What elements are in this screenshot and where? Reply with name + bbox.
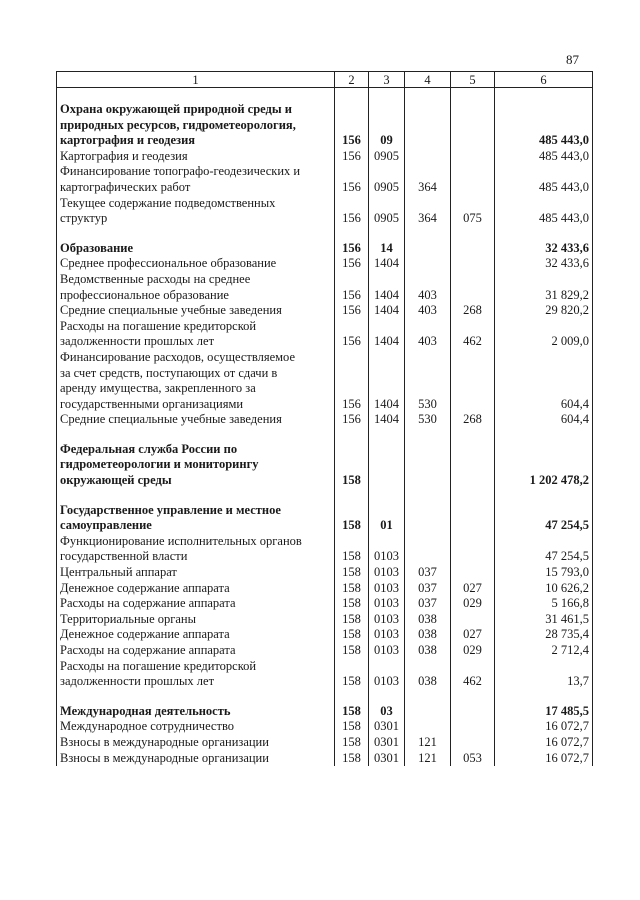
code-main-cell: 156 [335,412,369,428]
amount-cell: 15 793,0 [495,565,593,581]
code-target-cell: 037 [405,596,451,612]
code-main-cell: 158 [335,704,369,720]
code-section-cell: 0103 [369,565,405,581]
column-header: 3 [369,72,405,88]
spacer-cell [451,428,495,442]
spacer-cell [369,227,405,241]
code-expense-cell [451,256,495,272]
table-row [57,412,593,428]
code-expense-cell: 268 [451,412,495,428]
amount-cell: 2 009,0 [495,319,593,350]
row-description [57,256,335,272]
code-main-cell: 156 [335,272,369,303]
code-section-cell: 1404 [369,303,405,319]
amount-cell: 16 072,7 [495,751,593,767]
code-target-cell [405,149,451,165]
row-description [57,149,335,165]
description-line: гидрометеорологии и мониторингу [60,457,259,472]
code-expense-cell [451,149,495,165]
amount-cell: 17 485,5 [495,704,593,720]
spacer-cell [335,428,369,442]
description-line: Взносы в международные организации [60,750,269,765]
spacer-row [57,88,593,103]
description-line: самоуправление [60,518,152,533]
code-main-cell: 158 [335,581,369,597]
code-section-cell: 1404 [369,412,405,428]
description-line: Расходы на содержание аппарата [60,643,236,657]
code-main-cell: 158 [335,442,369,489]
table-row [57,735,593,751]
description-line: Расходы на погашение кредиторской [60,658,257,673]
code-main-cell: 156 [335,149,369,165]
spacer-cell [57,88,335,103]
row-description [57,503,335,534]
code-main-cell: 156 [335,350,369,412]
row-description [57,319,335,350]
row-description [57,565,335,581]
code-section-cell: 0905 [369,164,405,195]
code-target-cell [405,503,451,534]
code-section-cell: 01 [369,503,405,534]
code-target-cell: 037 [405,581,451,597]
table-row [57,164,593,195]
code-expense-cell [451,164,495,195]
code-target-cell [405,442,451,489]
description-line: окружающей среды [60,473,172,488]
column-header: 2 [335,72,369,88]
code-target-cell [405,241,451,257]
table-row [57,612,593,628]
table-row [57,534,593,565]
row-description [57,102,335,149]
code-target-cell: 038 [405,643,451,659]
code-main-cell: 158 [335,719,369,735]
code-target-cell [405,102,451,149]
code-expense-cell: 075 [451,196,495,227]
description-line: государственными организациями [60,396,244,411]
table-row [57,319,593,350]
code-target-cell: 403 [405,272,451,303]
amount-cell: 485 443,0 [495,196,593,227]
code-section-cell: 0103 [369,659,405,690]
table-body [57,88,593,767]
description-line: Финансирование топографо-геодезических и [60,164,301,179]
code-main-cell: 156 [335,303,369,319]
description-line: Центральный аппарат [60,565,177,580]
table-row [57,719,593,735]
spacer-row [57,489,593,503]
table-row [57,149,593,165]
code-main-cell: 158 [335,565,369,581]
description-line: Расходы на содержание аппарата [60,596,236,611]
code-main-cell: 158 [335,735,369,751]
code-section-cell: 0301 [369,751,405,767]
description-line: структур [60,211,108,226]
code-main-cell: 156 [335,164,369,195]
page-number: 87 [566,52,579,67]
table-row [57,272,593,303]
code-section-cell: 0301 [369,735,405,751]
amount-cell: 13,7 [495,659,593,690]
code-target-cell [405,534,451,565]
code-main-cell: 156 [335,319,369,350]
row-description [57,659,335,690]
row-description [57,350,335,412]
row-description [57,534,335,565]
spacer-cell [451,489,495,503]
description-line: профессиональное образование [60,287,229,302]
column-header: 4 [405,72,451,88]
table-row [57,303,593,319]
row-description [57,596,335,612]
table-row [57,596,593,612]
row-description [57,241,335,257]
code-expense-cell: 027 [451,581,495,597]
code-target-cell: 530 [405,350,451,412]
code-expense-cell [451,503,495,534]
amount-cell: 2 712,4 [495,643,593,659]
code-target-cell: 403 [405,319,451,350]
row-description [57,719,335,735]
description-line: Взносы в международные организации [60,734,269,749]
spacer-cell [451,690,495,704]
spacer-cell [335,489,369,503]
section-row [57,503,593,534]
code-expense-cell: 268 [451,303,495,319]
code-target-cell: 403 [405,303,451,319]
description-line: за счет средств, поступающих от сдачи в [60,365,278,380]
code-expense-cell: 029 [451,643,495,659]
spacer-cell [405,88,451,103]
section-row [57,102,593,149]
description-line: государственной власти [60,549,188,564]
amount-cell: 16 072,7 [495,719,593,735]
description-line: Денежное содержание аппарата [60,580,230,595]
row-description [57,643,335,659]
description-line: Денежное содержание аппарата [60,627,230,642]
code-target-cell: 038 [405,627,451,643]
spacer-cell [369,88,405,103]
code-expense-cell: 462 [451,659,495,690]
code-expense-cell [451,241,495,257]
code-expense-cell: 053 [451,751,495,767]
code-section-cell: 09 [369,102,405,149]
spacer-cell [335,88,369,103]
code-expense-cell [451,534,495,565]
code-target-cell: 038 [405,612,451,628]
code-target-cell [405,719,451,735]
amount-cell: 29 820,2 [495,303,593,319]
description-line: картографических работ [60,179,191,194]
section-row [57,704,593,720]
spacer-cell [495,428,593,442]
table-row [57,350,593,412]
amount-cell: 485 443,0 [495,149,593,165]
code-expense-cell [451,612,495,628]
description-line: картография и геодезия [60,133,196,148]
row-description [57,303,335,319]
code-section-cell [369,442,405,489]
code-section-cell: 1404 [369,350,405,412]
section-row [57,442,593,489]
code-expense-cell: 027 [451,627,495,643]
code-expense-cell [451,719,495,735]
description-line: Средние специальные учебные заведения [60,412,282,427]
spacer-row [57,690,593,704]
description-line: Образование [60,240,134,255]
code-section-cell: 0905 [369,196,405,227]
code-section-cell: 0103 [369,596,405,612]
description-line: задолженности прошлых лет [60,674,215,689]
table-row [57,256,593,272]
code-section-cell: 0301 [369,719,405,735]
description-line: Функционирование исполнительных органов [60,533,302,548]
code-main-cell: 156 [335,196,369,227]
code-section-cell: 14 [369,241,405,257]
code-target-cell [405,704,451,720]
code-main-cell: 158 [335,596,369,612]
code-main-cell: 156 [335,102,369,149]
amount-cell: 28 735,4 [495,627,593,643]
amount-cell: 5 166,8 [495,596,593,612]
table-row [57,565,593,581]
description-line: Государственное управление и местное [60,502,281,517]
code-target-cell: 121 [405,751,451,767]
spacer-cell [405,428,451,442]
description-line: Ведомственные расходы на среднее [60,271,251,286]
amount-cell: 32 433,6 [495,256,593,272]
spacer-cell [495,489,593,503]
code-main-cell: 158 [335,534,369,565]
amount-cell: 485 443,0 [495,164,593,195]
code-section-cell: 1404 [369,256,405,272]
table-row [57,627,593,643]
spacer-cell [369,428,405,442]
spacer-cell [495,227,593,241]
code-section-cell: 0103 [369,627,405,643]
table-header-row [57,72,593,88]
spacer-cell [57,690,335,704]
row-description [57,412,335,428]
code-target-cell: 121 [405,735,451,751]
code-target-cell: 037 [405,565,451,581]
code-main-cell: 158 [335,503,369,534]
code-section-cell: 0103 [369,643,405,659]
code-section-cell: 03 [369,704,405,720]
code-main-cell: 156 [335,256,369,272]
code-section-cell: 1404 [369,319,405,350]
code-section-cell: 0905 [369,149,405,165]
code-section-cell: 0103 [369,534,405,565]
amount-cell: 47 254,5 [495,534,593,565]
spacer-cell [57,428,335,442]
description-line: Расходы на погашение кредиторской [60,318,257,333]
spacer-cell [405,227,451,241]
description-line: Охрана окружающей природной среды и [60,102,292,116]
code-section-cell: 1404 [369,272,405,303]
code-target-cell: 530 [405,412,451,428]
spacer-cell [495,88,593,103]
table-row [57,659,593,690]
spacer-row [57,227,593,241]
spacer-cell [335,690,369,704]
description-line: Федеральная служба России по [60,441,238,456]
code-expense-cell: 029 [451,596,495,612]
code-main-cell: 158 [335,627,369,643]
spacer-cell [57,227,335,241]
description-line: Средние специальные учебные заведения [60,303,282,318]
code-section-cell: 0103 [369,581,405,597]
description-line: Территориальные органы [60,611,197,626]
code-section-cell: 0103 [369,612,405,628]
spacer-cell [405,690,451,704]
spacer-cell [335,227,369,241]
description-line: задолженности прошлых лет [60,334,215,349]
row-description [57,612,335,628]
amount-cell: 31 829,2 [495,272,593,303]
code-target-cell: 364 [405,164,451,195]
code-main-cell: 158 [335,659,369,690]
code-main-cell: 158 [335,751,369,767]
row-description [57,442,335,489]
table-row [57,581,593,597]
description-line: Текущее содержание подведомственных [60,195,276,210]
column-header: 1 [57,72,335,88]
code-target-cell: 038 [405,659,451,690]
amount-cell: 604,4 [495,412,593,428]
code-expense-cell [451,565,495,581]
spacer-cell [369,489,405,503]
code-expense-cell [451,442,495,489]
spacer-cell [451,227,495,241]
row-description [57,581,335,597]
column-header: 6 [495,72,593,88]
amount-cell: 1 202 478,2 [495,442,593,489]
code-expense-cell: 462 [451,319,495,350]
spacer-cell [369,690,405,704]
spacer-cell [451,88,495,103]
code-expense-cell [451,272,495,303]
column-header: 5 [451,72,495,88]
code-main-cell: 158 [335,643,369,659]
amount-cell: 604,4 [495,350,593,412]
code-target-cell [405,256,451,272]
description-line: аренду имущества, закрепленного за [60,381,256,396]
row-description [57,196,335,227]
amount-cell: 485 443,0 [495,102,593,149]
description-line: Картография и геодезия [60,148,188,163]
budget-table [56,71,593,766]
row-description [57,272,335,303]
code-target-cell: 364 [405,196,451,227]
code-expense-cell [451,350,495,412]
description-line: природных ресурсов, гидрометеорология, [60,117,296,132]
description-line: Международная деятельность [60,703,231,718]
spacer-cell [495,690,593,704]
description-line: Международное сотрудничество [60,719,235,734]
amount-cell: 16 072,7 [495,735,593,751]
section-row [57,241,593,257]
code-main-cell: 156 [335,241,369,257]
row-description [57,704,335,720]
spacer-row [57,428,593,442]
description-line: Среднее профессиональное образование [60,256,277,271]
row-description [57,735,335,751]
code-main-cell: 158 [335,612,369,628]
code-expense-cell [451,704,495,720]
table-row [57,751,593,767]
code-expense-cell [451,735,495,751]
amount-cell: 10 626,2 [495,581,593,597]
amount-cell: 32 433,6 [495,241,593,257]
spacer-cell [405,489,451,503]
description-line: Финансирование расходов, осуществляемое [60,349,295,364]
row-description [57,627,335,643]
table-row [57,643,593,659]
row-description [57,164,335,195]
row-description [57,751,335,767]
code-expense-cell [451,102,495,149]
amount-cell: 31 461,5 [495,612,593,628]
table-row [57,196,593,227]
amount-cell: 47 254,5 [495,503,593,534]
spacer-cell [57,489,335,503]
